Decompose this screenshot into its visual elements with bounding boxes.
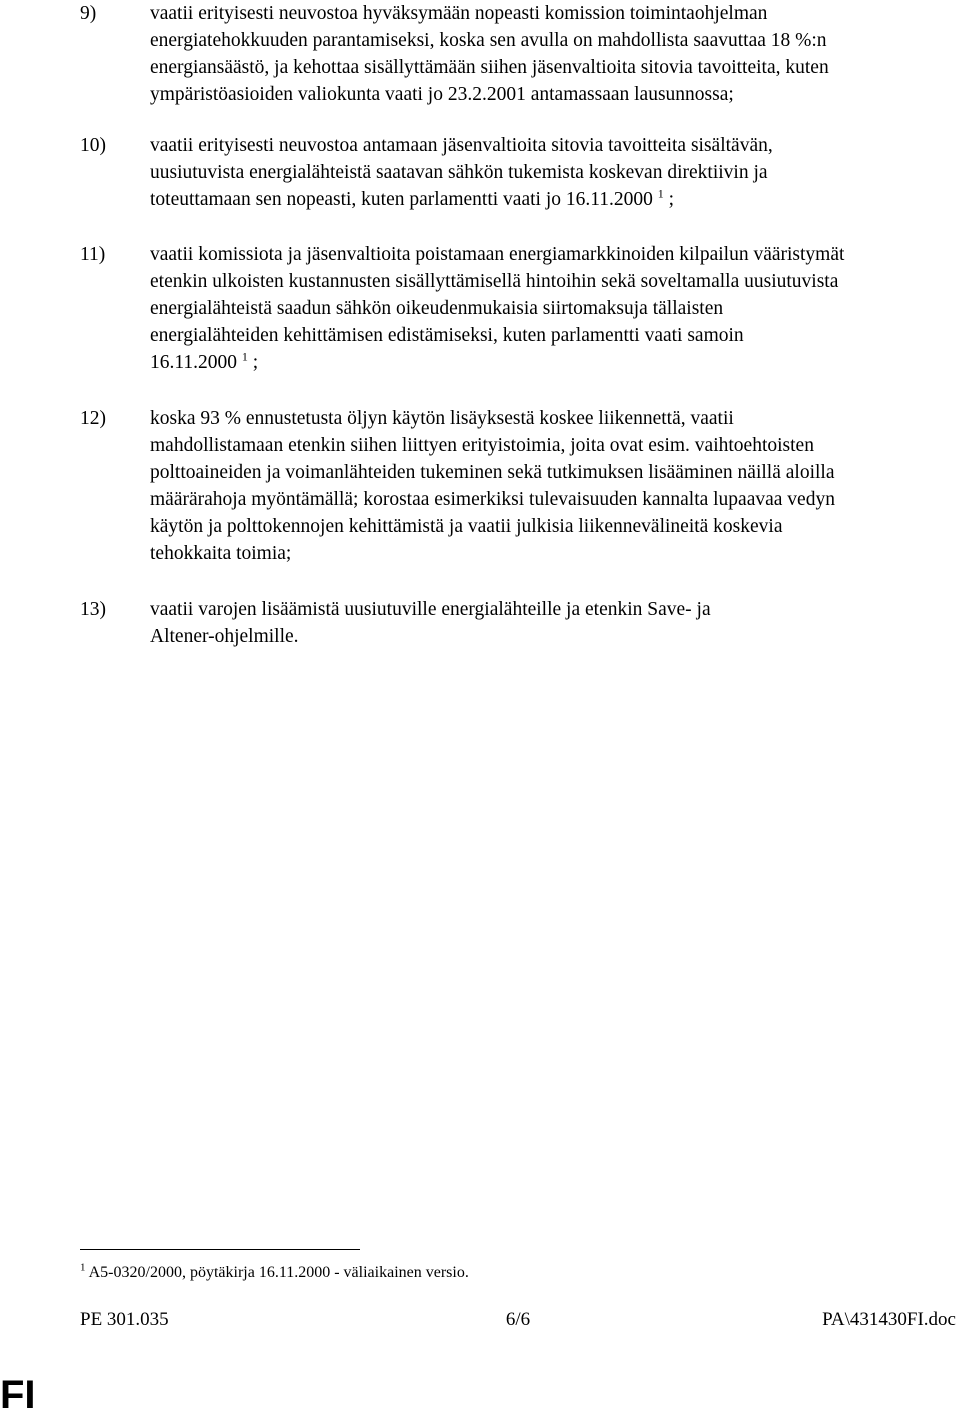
list-item-12 (80, 405, 960, 567)
footnote-reference[interactable]: 1 (241, 349, 248, 364)
text-segment: 16.11.2000 (150, 352, 238, 373)
footnote-marker: 1 (80, 1261, 86, 1274)
text-line: vaatii erityisesti neuvostoa hyväksymään nopeasti komission toimintaohjelman (150, 3, 768, 24)
text-line: vaatii erityisesti neuvostoa antamaan jäsenvaltioita sitovia tavoitteita sisältävän, (150, 135, 773, 156)
text-line: määrärahoja myöntämällä; korostaa esimerkiksi tulevaisuuden kannalta lupaavaa vedyn (150, 489, 835, 510)
item-text (150, 0, 960, 108)
list-item-11 (80, 241, 960, 376)
text-line: ympäristöasioiden valiokunta vaati jo 23.2.2001 antamassaan lausunnossa; (150, 84, 734, 105)
item-text (150, 405, 960, 567)
footnote-text: A5-0320/2000, pöytäkirja 16.11.2000 - väliaikainen versio. (85, 1264, 469, 1281)
item-text (150, 241, 960, 376)
text-line (150, 349, 960, 376)
text-line: energialähteistä saadun sähkön oikeudenmukaisia siirtomaksuja tällaisten (150, 298, 724, 319)
language-code: FI (0, 1373, 36, 1417)
page-number: 6/6 (505, 1309, 531, 1330)
footnote-divider (80, 1249, 360, 1250)
text-line: Altener-ohjelmille. (150, 626, 299, 647)
item-number: 10) (80, 135, 106, 156)
item-number: 13) (80, 599, 106, 620)
list-item-9 (80, 0, 960, 108)
item-number: 11) (80, 244, 106, 265)
text-line (150, 186, 960, 213)
text-line: etenkin ulkoisten kustannusten sisällyttämisellä hintoihin sekä soveltamalla uusiutuvista (150, 271, 839, 292)
item-number: 9) (80, 3, 97, 24)
text-line: koska 93 % ennustetusta öljyn käytön lisäyksestä koskee liikennettä, vaatii (150, 408, 734, 429)
text-line: energiatehokkuuden parantamiseksi, koska sen avulla on mahdollista saavuttaa 18 %:n (150, 30, 827, 51)
text-segment: toteuttamaan sen nopeasti, kuten parlamentti vaati jo 16.11.2000 (150, 189, 653, 210)
text-line: tehokkaita toimia; (150, 543, 292, 564)
item-text (150, 596, 960, 650)
text-segment: ; (663, 189, 675, 210)
footnote-reference[interactable]: 1 (657, 186, 664, 201)
file-name: PA\431430FI.doc (822, 1309, 956, 1330)
text-line: mahdollistamaan etenkin siihen liittyen erityistoimia, joita ovat esim. vaihtoehtoisten (150, 435, 814, 456)
text-line: uusiutuvista energialähteistä saatavan sähkön tukemista koskevan direktiivin ja (150, 162, 768, 183)
text-line: energialähteiden kehittämisen edistämiseksi, kuten parlamentti vaati samoin (150, 325, 744, 346)
document-reference: PE 301.035 (80, 1309, 169, 1330)
text-line: polttoaineiden ja voimanlähteiden tukeminen sekä tutkimuksen lisääminen näillä aloilla (150, 462, 835, 483)
text-line: vaatii varojen lisäämistä uusiutuville energialähteille ja etenkin Save- ja (150, 599, 711, 620)
text-line: vaatii komissiota ja jäsenvaltioita poistamaan energiamarkkinoiden kilpailun vääristymät (150, 244, 845, 265)
text-line: energiansäästö, ja kehottaa sisällyttämään siihen jäsenvaltioita sitovia tavoitteita, kuten (150, 57, 829, 78)
item-number: 12) (80, 408, 106, 429)
text-segment: ; (247, 352, 259, 373)
list-item-10 (80, 132, 960, 213)
list-item-13 (80, 596, 960, 650)
text-line: käytön ja polttokennojen kehittämistä ja vaatii julkisia liikennevälineitä koskevia (150, 516, 783, 537)
item-text (150, 132, 960, 213)
footnote (80, 1262, 469, 1284)
